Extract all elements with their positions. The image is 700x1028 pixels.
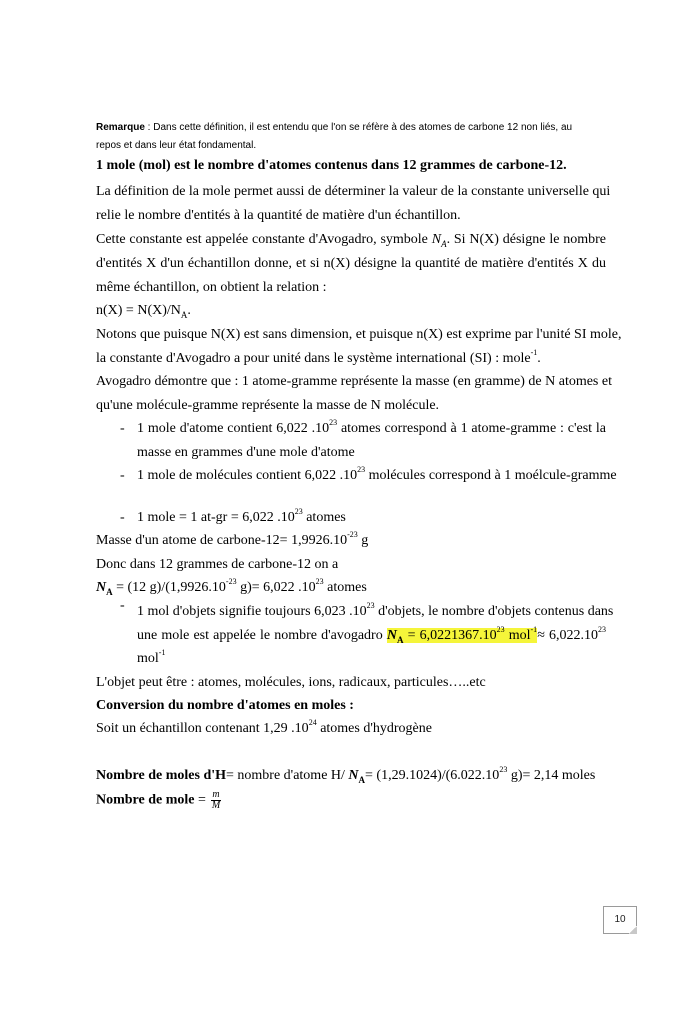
mass-over-molar-mass-fraction: $\frac{m}{M}$ — [211, 789, 221, 811]
moles-h-line: Nombre de moles d'H= nombre d'atome H/ $N_A= (1,29.1024)/(6.022.10^{23}$ g)= 2,14 moles — [96, 765, 596, 785]
remark-line-2: repos et dans leur état fondamental. — [96, 140, 257, 151]
page-number-box: 10 — [603, 906, 637, 934]
paragraph-4-line-1: Avogadro démontre que : 1 atome-gramme représente la masse (en gramme) de N atomes et — [96, 374, 612, 389]
remark-label: Remarque — [96, 122, 145, 133]
paragraph-1-line-1: La définition de la mole permet aussi de déterminer la valeur de la constante universelle qui — [96, 184, 611, 199]
paragraph-3-line-1: Notons que puisque N(X) est sans dimension, et puisque n(X) est exprime par l'unité SI mole, — [96, 327, 622, 342]
paragraph-2-line-3: même échantillon, on obtient la relation : — [96, 280, 327, 295]
bullet-dash: - — [120, 510, 125, 525]
bullet-2: - 1 mole de molécules contient 6,022 $.10^{23}$ molécules correspond à 1 moélcule-gramme — [120, 465, 617, 483]
bullet-dash: - — [120, 421, 125, 436]
relation-formula: $n(X) = N(X)/N_A$. — [96, 303, 191, 320]
conversion-heading: Conversion du nombre d'atomes en moles : — [96, 698, 354, 713]
sample-line: Soit un échantillon contenant 1,29 $.10^{24}$ atomes d'hydrogène — [96, 718, 432, 736]
moles-formula-line: Nombre de mole = $\frac{m}{M}$ — [96, 789, 221, 811]
objects-line-2: une mole est appelée le nombre d'avogadro $N_A = 6,0221367.10^{23}$ $mol^{-1}\approx 6,022.10^{23}$ — [137, 625, 606, 645]
object-types-line: L'objet peut être : atomes, molécules, ions, radicaux, particules…..etc — [96, 675, 486, 690]
definition-heading: 1 mole (mol) est le nombre d'atomes contenus dans 12 grammes de carbone-12. — [96, 158, 567, 173]
bullet-3: - 1 mole = 1 at-gr = 6,022 $.10^{23}$ atomes — [120, 507, 346, 525]
paragraph-2-line-2: d'entités X d'un échantillon donne, et si n(X) désigne la quantité de matière d'entités X du — [96, 256, 606, 271]
paragraph-2-line-1: Cette constante est appelée constante d'Avogadro, symbole $N_A$. Si N(X) désigne le nombre — [96, 232, 606, 249]
objects-line-3: mol$^{-1}$ — [137, 648, 166, 666]
bullet-1-line-2: masse en grammes d'une mole d'atome — [137, 445, 355, 460]
avogadro-highlight: $N_A = 6,0221367.10^{23}$ mol$^{-1}$ — [386, 625, 538, 645]
remark-line-1: Remarque : Dans cette définition, il est entendu que l'on se réfère à des atomes de carbone 12 non liés, au — [96, 122, 573, 133]
avogadro-calculation: $N_A = (12$ $g)/(1,9926.10^{-23}$ g)= 6,022 $.10^{23}$ atomes — [96, 577, 367, 597]
paragraph-4-line-2: qu'une molécule-gramme représente la masse de N molécule. — [96, 398, 440, 413]
carbon-12-line: Donc dans 12 grammes de carbone-12 on a — [96, 557, 339, 572]
bullet-dash: - — [120, 468, 125, 483]
paragraph-1-line-2: relie le nombre d'entités à la quantité de matière d'un échantillon. — [96, 208, 461, 223]
objects-line-1: - 1 mol d'objets signifie toujours 6,023 $.10^{23}$ d'objets, le nombre d'objets contenus dans — [120, 598, 614, 619]
paragraph-3-line-2: la constante d'Avogadro a pour unité dans le système international (SI) : mole$^{-1}$. — [96, 348, 541, 366]
bullet-dash: - — [120, 598, 125, 613]
carbon-mass-line: Masse d'un atome de carbone-12= $1,9926.10^{-23}$ g — [96, 530, 369, 548]
bullet-1-line-1: - 1 mole d'atome contient 6,022 $.10^{23}$ atomes correspond à 1 atome-gramme : c'est la — [120, 418, 606, 436]
